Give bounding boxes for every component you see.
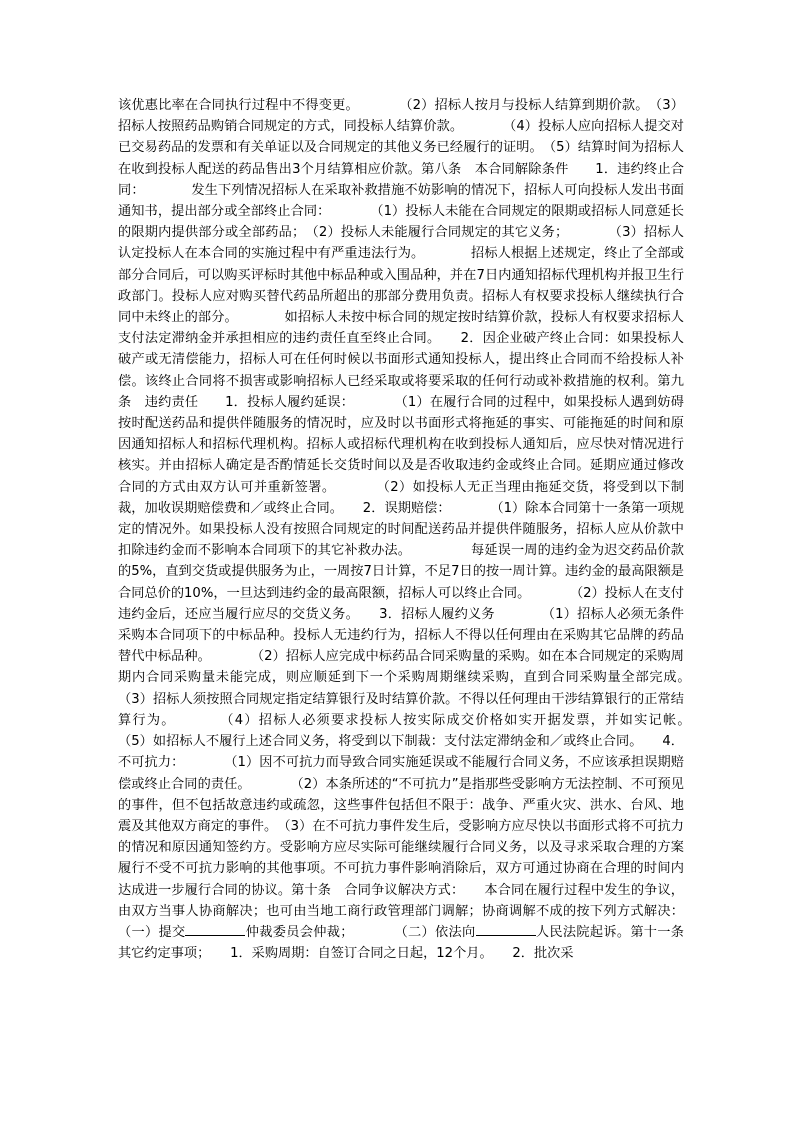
arbitration-commission-blank — [185, 922, 245, 936]
contract-text-part-3: 人民法院起诉。第十一条 其它约定事项； 1．采购周期：自签订合同之日起，12个月。 2．批次采 — [118, 924, 698, 962]
court-name-blank — [476, 922, 536, 936]
contract-text-part-2: 仲裁委员会仲裁； （二）依法向 — [245, 924, 476, 940]
contract-body-text — [118, 95, 737, 964]
contract-text-part-1: 该优惠比率在合同执行过程中不得变更。 （2）招标人按月与投标人结算到期价款。 （3）招标人按照药品购销合同规定的方式，同投标人结算价款。 （4）投标人应向招标人提交对已交易药品的发票和有关单证以及合同规定的其他义务已经履行的证明。 （5）结算时间为招标人在收到投标人配送的药品售出3个月结算相应价款。第八条 本合同解除条件 1．违约终止合同： 发生下列情况招标人在采取补救措施不妨影响的情况下，招标人可向投标人发出书面通知书，提出部分或全部终止合同： （1）投标人未能在合同规定的限期或招标人同意延长的限期内提供部分或全部药品； （2）投标人未能履行合同规定的其它义务； （3）招标人认定投标人在本合同的实施过程中有严重违法行为。 招标人根据上述规定，终止了全部或部分合同后，可以购买评标时其他中标品种或入围品种，并在7日内通知招标代理机构并报卫生行政部门。投标人应对购买替代药品所超出的那部分费用负责。招标人有权要求投标人继续执行合同中未终止的部分。 如招标人未按中标合同的规定按时结算价款，投标人有权要求招标人支付法定滞纳金并承担相应的违约责任直至终止合同。 2．因企业破产终止合同：如果投标人破产或无清偿能力，招标人可在任何时候以书面形式通知投标人，提出终止合同而不给投标人补偿。该终止合同将不损害或影响招标人已经采取或将要采取的任何行动或补救措施的权利。第九条 违约责任 1．投标人履约延误： （1）在履行合同的过程中，如果投标人遇到妨碍按时配送药品和提供伴随服务的情况时，应及时以书面形式将拖延的事实、可能拖延的时间和原因通知招标人和招标代理机构。招标人或招标代理机构在收到投标人通知后，应尽快对情况进行核实。并由招标人确定是否酌情延长交货时间以及是否收取违约金或终止合同。延期应通过修改合同的方式由双方认可并重新签署。 （2）如投标人无正当理由拖延交货，将受到以下制裁，加收误期赔偿费和／或终止合同。 2．误期赔偿： （1）除本合同第十一条第一项规定的情况外。如果投标人没有按照合同规定的时间配送药品并提供伴随服务，招标人应从价款中扣除违约金而不影响本合同项下的其它补救办法。 每延误一周的违约金为迟交药品价款的5%，直到交货或提供服务为止，一周按7日计算，不足7日的按一周计算。违约金的最高限额是合同总价的10%，一旦达到违约金的最高限额，招标人可以终止合同。 （2）投标人在支付违约金后，还应当履行应尽的交货义务。 3．招标人履约义务 （1）招标人必须无条件采购本合同项下的中标品种。投标人无违约行为，招标人不得以任何理由在采购其它品牌的药品替代中标品种。 （2）招标人应完成中标药品合同采购量的采购。如在本合同规定的采购周期内合同采购量未能完成，则应顺延到下一个采购周期继续采购，直到合同采购量全部完成。 （3）招标人须按照合同规定指定结算银行及时结算价款。不得以任何理由干涉结算银行的正常结算行为。 （4）招标人必须要求投标人按实际成交价格如实开据发票，并如实记帐。 （5）如招标人不履行上述合同义务，将受到以下制裁：支付法定滞纳金和／或终止合同。 4．不可抗力： （1）因不可抗力而导致合同实施延误或不能履行合同义务，不应该承担误期赔偿或终止合同的责任。 （2）本条所述的“不可抗力”是指那些受影响方无法控制、不可预见的事件，但不包括故意违约或疏忽，这些事件包括但不限于：战争、严重火灾、洪水、台风、地震及其他双方商定的事件。 （3）在不可抗力事件发生后，受影响方应尽快以书面形式将不可抗力的情况和原因通知签约方。受影响方应尽实际可能继续履行合同义务，以及寻求采取合理的方案履行不受不可抗力影响的其他事项。不可抗力事件影响消除后，双方可通过协商在合理的时间内达成进一步履行合同的协议。第十条 合同争议解决方式： 本合同在履行过程中发生的争议，由双方当事人协商解决；也可由当地工商行政管理部门调解；协商调解不成的按下列方式解决：（一）提交 — [118, 98, 737, 940]
